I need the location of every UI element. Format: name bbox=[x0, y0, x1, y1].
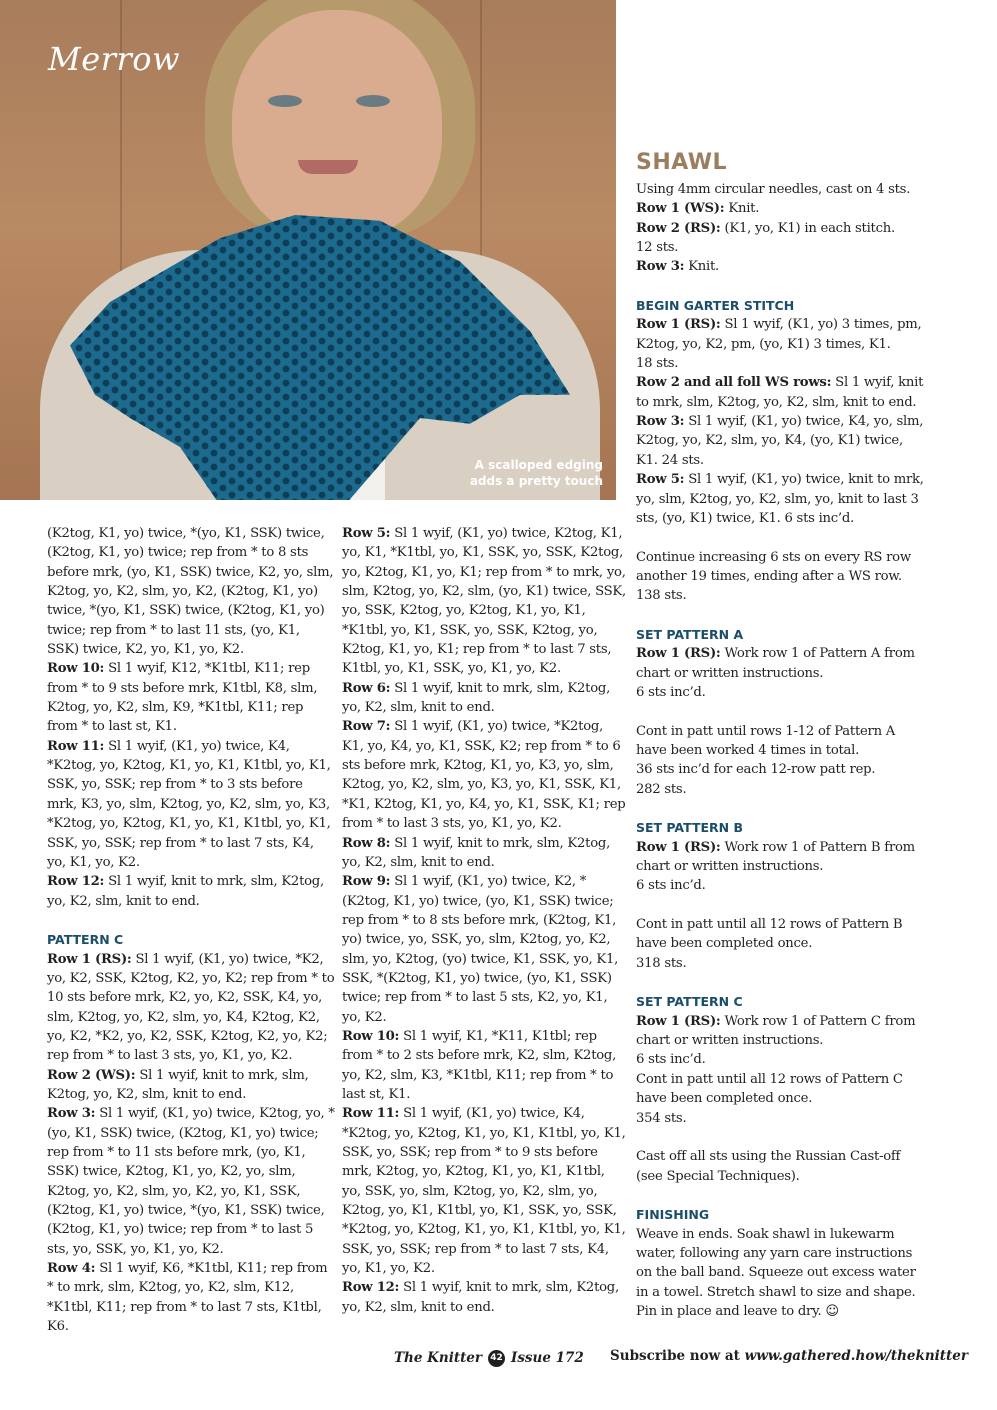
text-content: Cast off all sts using the Russian Cast-off (see Special Techniques). bbox=[636, 1149, 901, 1184]
row-label: Row 3: bbox=[636, 259, 685, 275]
row-instructions: Work row 1 of Pattern A from chart or written instructions. bbox=[636, 646, 915, 681]
instruction-text bbox=[636, 238, 926, 257]
section-heading: SET PATTERN A bbox=[636, 626, 744, 642]
instruction-text bbox=[636, 1050, 926, 1069]
row-instructions: Sl 1 wyif, (K1, yo) twice, K4, *K2tog, yo, K2tog, K1, yo, K1, K1tbl, yo, K1, SSK, yo, SSK; rep from * to 9 sts before mrk, K2tog, yo, K2tog, K1, yo, K1, K1tbl, yo, SSK, yo, slm, K2tog, yo, K2, slm, yo, K2tog, yo, K1, K1tbl, yo, K1, SSK, yo, SSK, *K2tog, yo, K2tog, K1, yo, K1, K1tbl, yo, K1, SSK, yo, SSK; rep from * to last 7 sts, K4, yo, K1, yo, K2. bbox=[342, 1106, 626, 1277]
row-label: Row 2 (WS): bbox=[47, 1067, 136, 1083]
instruction-row bbox=[636, 315, 926, 354]
row-label: Row 1 (RS): bbox=[636, 317, 721, 333]
row-instructions: Work row 1 of Pattern C from chart or written instructions. bbox=[636, 1013, 916, 1049]
instruction-text bbox=[636, 180, 926, 199]
instruction-text bbox=[636, 722, 926, 761]
row-instructions: Knit. bbox=[684, 259, 719, 275]
section-title-shawl: SHAWL bbox=[636, 150, 728, 175]
face-illustration bbox=[232, 10, 442, 240]
instruction-row bbox=[342, 679, 627, 718]
instruction-row bbox=[636, 257, 926, 276]
instruction-row bbox=[636, 412, 926, 470]
row-instructions: Sl 1 wyif, K1, *K11, K1tbl; rep from * to 2 sts before mrk, K2, slm, K2tog, yo, K2, slm, K3, *K1tbl, K11; rep from * to last st, K1. bbox=[342, 1028, 617, 1102]
row-label: Row 10: bbox=[47, 661, 105, 677]
paragraph-gap bbox=[636, 277, 926, 296]
right-eye bbox=[356, 95, 390, 107]
instruction-text bbox=[636, 1147, 926, 1186]
row-instructions: Sl 1 wyif, K12, *K1tbl, K11; rep from * to 9 sts before mrk, K1tbl, K8, slm, K2tog, yo, K2, slm, K9, *K1tbl, K11; rep from * to last st, K1. bbox=[47, 661, 318, 735]
row-label: Row 2 (RS): bbox=[636, 220, 721, 236]
section-heading: FINISHING bbox=[636, 1207, 710, 1223]
row-label: Row 9: bbox=[342, 874, 391, 890]
text-content: 6 sts inc’d. bbox=[636, 1052, 706, 1068]
row-label: Row 10: bbox=[342, 1028, 400, 1044]
row-instructions: Sl 1 wyif, (K1, yo) twice, K4, yo, slm, K2tog, yo, K2, slm, yo, K4, (yo, K1) twice, K1. 24 sts. bbox=[636, 414, 924, 468]
instruction-row bbox=[47, 1066, 335, 1105]
row-label: Row 3: bbox=[636, 414, 685, 430]
row-label: Row 1 (WS): bbox=[636, 201, 725, 217]
row-label: Row 11: bbox=[342, 1106, 400, 1122]
instruction-text bbox=[636, 915, 926, 954]
row-label: Row 12: bbox=[47, 874, 105, 890]
text-content: Cont in patt until all 12 rows of Pattern C have been completed once. bbox=[636, 1071, 903, 1107]
instruction-row bbox=[342, 524, 627, 679]
instruction-row bbox=[47, 659, 335, 736]
mouth bbox=[298, 160, 358, 174]
row-instructions: Sl 1 wyif, (K1, yo) 3 times, pm, K2tog, yo, K2, pm, (yo, K1) 3 times, K1. bbox=[636, 317, 922, 352]
instruction-text bbox=[636, 683, 926, 702]
instruction-row bbox=[636, 838, 926, 877]
row-instructions: Sl 1 wyif, knit to mrk, slm, K2tog, yo, K2, slm, knit to end. bbox=[47, 874, 324, 909]
text-content: Cont in patt until rows 1-12 of Pattern A have been worked 4 times in total. bbox=[636, 723, 896, 758]
row-instructions: Sl 1 wyif, (K1, yo) twice, knit to mrk, yo, slm, K2tog, yo, K2, slm, yo, knit to last 3 sts, (yo, K1) twice, K1. 6 sts inc’d. bbox=[636, 472, 924, 526]
paragraph-gap bbox=[636, 1128, 926, 1147]
row-label: Row 3: bbox=[47, 1106, 96, 1122]
instruction-row bbox=[342, 1027, 627, 1104]
section-heading: PATTERN C bbox=[47, 932, 124, 948]
text-content: 282 sts. bbox=[636, 781, 687, 797]
row-label: Row 12: bbox=[342, 1280, 400, 1296]
instruction-row bbox=[342, 717, 627, 833]
row-label: Row 8: bbox=[342, 835, 391, 851]
row-label: Row 5: bbox=[342, 526, 391, 541]
row-instructions: Sl 1 wyif, (K1, yo) twice, K2, *(K2tog, K1, yo) twice, (yo, K1, SSK) twice; rep from * to 8 sts before mrk, (K2tog, K1, yo) twice, yo, SSK, yo, slm, K2tog, yo, K2, slm, yo, K2tog, (yo) twice, K1, SSK, yo, K1, SSK, *(K2tog, K1, yo) twice, (yo, K1, SSK) twice; rep from * to last 5 sts, K2, yo, K1, yo, K2. bbox=[342, 874, 619, 1025]
row-instructions: Sl 1 wyif, (K1, yo) twice, K4, *K2tog, yo, K2tog, K1, yo, K1, K1tbl, yo, K1, SSK, yo, SSK; rep from * to 3 sts before mrk, K3, yo, slm, K2tog, yo, K2, slm, yo, K3, *K2tog, yo, K2tog, K1, yo, K1, K1tbl, yo, K1, SSK, yo, SSK; rep from * to last 7 sts, K4, yo, K1, yo, K2. bbox=[47, 738, 331, 870]
row-label: Row 11: bbox=[47, 738, 105, 754]
instruction-row bbox=[342, 1104, 627, 1278]
caption-line-2: adds a pretty touch bbox=[469, 474, 603, 488]
instruction-text bbox=[636, 954, 926, 973]
row-label: Row 6: bbox=[342, 680, 391, 696]
row-label: Row 4: bbox=[47, 1261, 96, 1277]
caption-line-1: A scalloped edging bbox=[474, 458, 603, 472]
instruction-row bbox=[47, 737, 335, 872]
column-1 bbox=[47, 524, 335, 1336]
instruction-row bbox=[47, 1104, 335, 1259]
text-content: 318 sts. bbox=[636, 955, 687, 971]
instruction-row bbox=[636, 199, 926, 218]
column-2 bbox=[342, 524, 627, 1317]
instruction-row bbox=[47, 950, 335, 1066]
row-instructions: (K1, yo, K1) in each stitch. bbox=[720, 220, 895, 236]
instruction-text bbox=[636, 760, 926, 779]
instruction-text bbox=[636, 780, 926, 799]
instruction-text bbox=[636, 1225, 926, 1322]
section-heading: SET PATTERN C bbox=[636, 994, 743, 1010]
text-content: Cont in patt until all 12 rows of Pattern B have been completed once. bbox=[636, 917, 903, 952]
instruction-row bbox=[47, 872, 335, 911]
row-instructions: Sl 1 wyif, knit to mrk, slm, K2tog, yo, K2, slm, knit to end. bbox=[342, 680, 611, 716]
text-content: Continue increasing 6 sts on every RS row another 19 times, ending after a WS row. 138 sts. bbox=[636, 549, 911, 604]
instruction-text bbox=[636, 876, 926, 895]
photo-caption bbox=[470, 457, 603, 489]
end-mark-icon: ☺ bbox=[825, 1303, 839, 1319]
pattern-title: Merrow bbox=[48, 40, 180, 78]
row-instructions: Sl 1 wyif, knit to mrk, slm, K2tog, yo, K2, slm, knit to end. bbox=[342, 1280, 619, 1315]
footer-subscribe bbox=[610, 1348, 968, 1368]
paragraph-gap bbox=[636, 528, 926, 547]
paragraph-gap bbox=[636, 896, 926, 915]
left-eye bbox=[268, 95, 302, 107]
text-content: 6 sts inc’d. bbox=[636, 684, 706, 700]
instruction-text bbox=[636, 1070, 926, 1109]
section-heading: SET PATTERN B bbox=[636, 820, 743, 836]
paragraph-gap bbox=[636, 606, 926, 625]
instruction-row bbox=[636, 470, 926, 528]
text-content: 36 sts inc’d for each 12-row patt rep. bbox=[636, 762, 876, 778]
text-content: Weave in ends. Soak shawl in lukewarm water, following any yarn care instructions on the ball band. Squeeze out excess water in a towel. Stretch shawl to size and shape. Pin in place and leave to dry. bbox=[636, 1226, 916, 1319]
instruction-row bbox=[636, 644, 926, 683]
text-content: 12 sts. bbox=[636, 240, 679, 256]
instruction-text bbox=[636, 1109, 926, 1128]
subscribe-text: Subscribe now at bbox=[610, 1348, 745, 1364]
row-instructions: Knit. bbox=[724, 201, 760, 217]
instruction-row bbox=[636, 373, 926, 412]
row-instructions: Sl 1 wyif, K6, *K1tbl, K11; rep from * to mrk, slm, K2tog, yo, K2, slm, K12, *K1tbl, K11; rep from * to last 7 sts, K1tbl, K6. bbox=[47, 1261, 328, 1335]
instruction-row bbox=[342, 834, 627, 873]
paragraph-gap bbox=[636, 973, 926, 992]
column-3 bbox=[636, 150, 926, 1321]
row-instructions: Sl 1 wyif, (K1, yo) twice, K2tog, yo, *(yo, K1, SSK) twice, (K2tog, K1, yo) twice; rep from * to 11 sts before mrk, (yo, K1, SSK) twice, K2tog, K1, yo, K2, yo, slm, K2tog, yo, K2, slm, yo, K2, yo, K1, SSK, (K2tog, K1, yo) twice, *(yo, K1, SSK) twice, (K2tog, K1, yo) twice; rep from * to last 5 sts, yo, SSK, yo, K1, yo, K2. bbox=[47, 1106, 335, 1257]
section-heading: BEGIN GARTER STITCH bbox=[636, 298, 795, 314]
text-content: 6 sts inc’d. bbox=[636, 878, 706, 894]
paragraph-gap bbox=[47, 911, 335, 930]
row-label: Row 7: bbox=[342, 719, 391, 735]
row-instructions: Sl 1 wyif, (K1, yo) twice, *K2, yo, K2, SSK, K2tog, K2, yo, K2; rep from * to 10 sts before mrk, K2, yo, K2, SSK, K4, yo, slm, K2tog, yo, K2, slm, yo, K4, K2tog, K2, yo, K2, *K2, yo, K2, SSK, K2tog, K2, yo, K2; rep from * to last 3 sts, yo, K1, yo, K2. bbox=[47, 951, 335, 1064]
instruction-text bbox=[636, 548, 926, 606]
instruction-text bbox=[47, 524, 335, 659]
row-label: Row 1 (RS): bbox=[636, 1013, 721, 1029]
text-content: Using 4mm circular needles, cast on 4 sts. bbox=[636, 182, 911, 197]
row-instructions: Sl 1 wyif, (K1, yo) twice, *K2tog, K1, yo, K4, yo, K1, SSK, K2; rep from * to 6 sts before mrk, K2tog, K1, yo, K3, yo, slm, K2tog, yo, K2, slm, yo, K3, yo, K1, SSK, K1, *K1, K2tog, K1, yo, K4, yo, K1, SSK, K1; rep from * to last 3 sts, yo, K1, yo, K2. bbox=[342, 719, 626, 832]
text-content: 18 sts. bbox=[636, 356, 679, 372]
text-content: (K2tog, K1, yo) twice, *(yo, K1, SSK) twice, (K2tog, K1, yo) twice; rep from * to 8 sts before mrk, (yo, K1, SSK) twice, K2, yo, slm, K2tog, yo, K2, slm, yo, K2, (K2tog, K1, yo) twice, *(yo, K1, SSK) twice, (K2tog, K1, yo) twice; rep from * to last 11 sts, (yo, K1, SSK) twice, K2, yo, K1, yo, K2. bbox=[47, 526, 334, 658]
magazine-name: The Knitter bbox=[394, 1350, 483, 1366]
column-3-body bbox=[636, 180, 926, 1321]
row-instructions: Sl 1 wyif, knit to mrk, slm, K2tog, yo, K2, slm, knit to end. bbox=[636, 375, 924, 410]
row-label: Row 1 (RS): bbox=[636, 839, 721, 855]
instruction-row bbox=[342, 872, 627, 1027]
instruction-row bbox=[47, 1259, 335, 1336]
hero-photo bbox=[0, 0, 616, 500]
instruction-row bbox=[342, 1278, 627, 1317]
subscribe-link[interactable]: www.gathered.how/theknitter bbox=[744, 1348, 968, 1364]
row-label: Row 1 (RS): bbox=[636, 646, 721, 662]
row-label: Row 2 and all foll WS rows: bbox=[636, 375, 832, 391]
instruction-row bbox=[636, 219, 926, 238]
paragraph-gap bbox=[636, 799, 926, 818]
paragraph-gap bbox=[636, 1186, 926, 1205]
paragraph-gap bbox=[636, 702, 926, 721]
row-instructions: Sl 1 wyif, knit to mrk, slm, K2tog, yo, K2, slm, knit to end. bbox=[342, 835, 611, 870]
issue-number: Issue 172 bbox=[511, 1350, 584, 1366]
instruction-text bbox=[636, 354, 926, 373]
instruction-row bbox=[636, 1012, 926, 1051]
footer-magazine bbox=[394, 1348, 584, 1368]
row-instructions: Work row 1 of Pattern B from chart or written instructions. bbox=[636, 839, 915, 875]
row-label: Row 5: bbox=[636, 472, 685, 488]
page-number-badge: 42 bbox=[488, 1350, 505, 1367]
row-instructions: Sl 1 wyif, knit to mrk, slm, K2tog, yo, K2, slm, knit to end. bbox=[47, 1067, 309, 1102]
text-content: 354 sts. bbox=[636, 1110, 687, 1126]
row-label: Row 1 (RS): bbox=[47, 951, 132, 967]
row-instructions: Sl 1 wyif, (K1, yo) twice, K2tog, K1, yo, K1, *K1tbl, yo, K1, SSK, yo, SSK, K2tog, yo, K2tog, K1, yo, K1; rep from * to mrk, yo, slm, K2tog, yo, K2, slm, (yo, K1) twice, SSK, yo, SSK, K2tog, yo, K2tog, K1, yo, K1, *K1tbl, yo, K1, SSK, yo, SSK, K2tog, yo, K2tog, K1, yo, K1; rep from * to last 7 sts, K1tbl, yo, K1, SSK, yo, K1, yo, K2. bbox=[342, 526, 626, 677]
